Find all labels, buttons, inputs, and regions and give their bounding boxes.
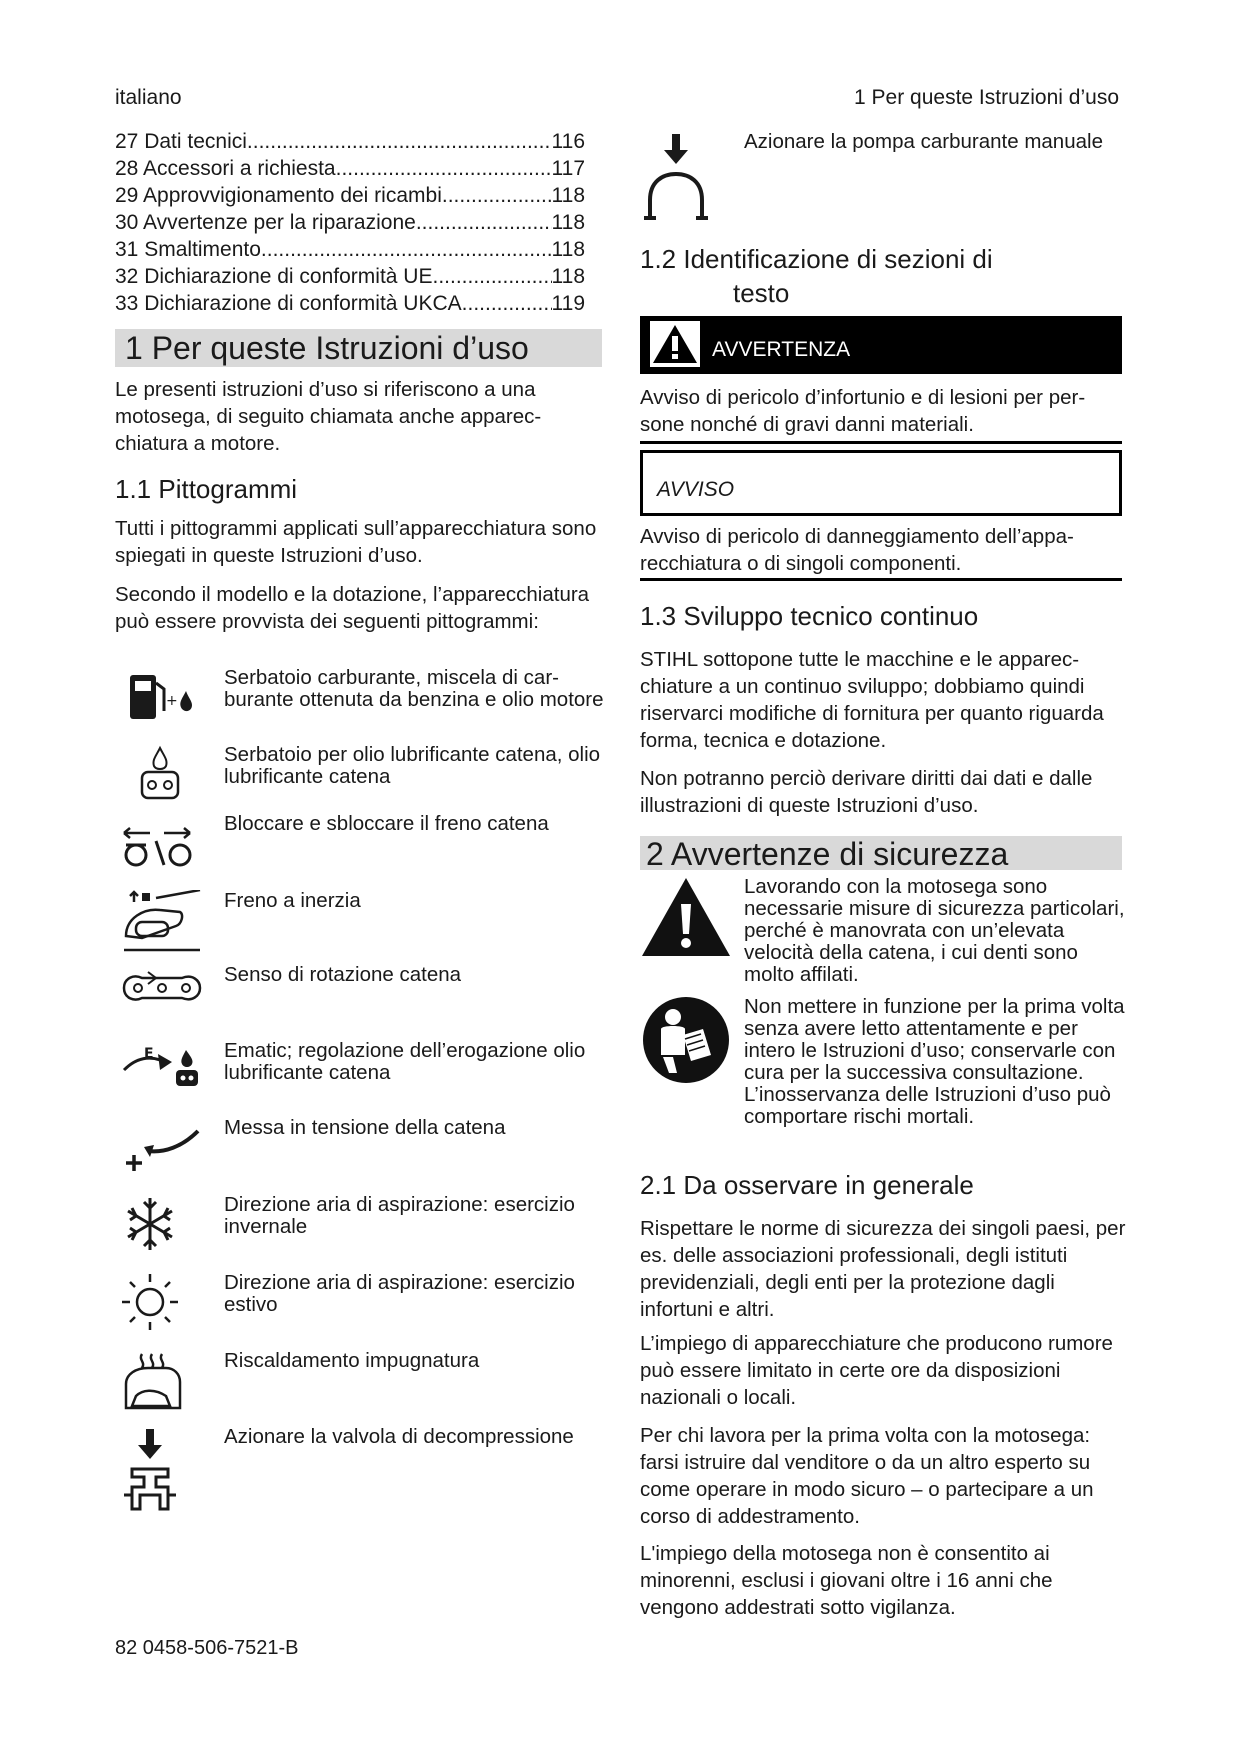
footer-doc-code: 82 0458-506-7521-B [115,1637,299,1659]
pittogrammi-para-1: Tutti i pittogrammi applicati sull’apparecchiatura sono spiegati in queste Istruzioni d’uso. [115,517,597,567]
toc-entry[interactable]: 32 Dichiarazione di conformità UE ..... 118 [115,263,585,290]
toc-entry[interactable]: 29 Approvvigionamento dei ricambi ..... 118 [115,182,585,209]
divider [640,578,1122,581]
symbol-row: E Ematic; regolazione dell’erogazione olio lubrificante catena [120,1040,600,1110]
generale-para-4: L'impiego della motosega non è consentito ai minorenni, esclusi i giovani oltre i 16 anni che vengono addestrati sotto vigilanza. [640,1542,1053,1619]
divider [640,441,1122,444]
warning-label: AVVERTENZA [712,338,851,361]
section-2-warning-text: Lavorando con la motosega sono necessarie misure di sicurezza particolari, perché è manovrata con un’elevata velocità della catena, i cui denti sono molto affilati. [744,875,1125,986]
generale-para-3: Per chi lavora per la prima volta con la motosega: farsi istruire dal venditore o da un altro esperto su come operare in modo sicuro – o partecipare a un corso di addestramento. [640,1424,1094,1528]
chain-tension-icon [120,1117,204,1177]
toc-entry[interactable]: 31 Smaltimento ..... 118 [115,236,585,263]
symbol-row: Serbatoio per olio lubrificante catena, olio lubrificante catena [120,744,600,814]
pittogrammi-para-2: Secondo il modello e la dotazione, l’apparecchiatura può essere provvista dei seguenti pittogrammi: [115,583,590,633]
sviluppo-heading: 1.3 Sviluppo tecnico continuo [640,601,979,631]
snowflake-icon [120,1194,204,1254]
fuel-tank-icon [120,667,200,727]
chain-rotation-icon [120,964,204,1018]
section-1-heading: 1 Per queste Istruzioni d’uso [115,329,602,367]
inertia-brake-icon [120,890,204,956]
toc-entry[interactable]: 27 Dati tecnici ..... 116 [115,128,585,155]
sun-icon [120,1272,204,1332]
symbol-row: Azionare la valvola di decompressione [120,1425,600,1517]
symbol-row: Bloccare e sbloccare il freno catena [120,813,600,883]
svg-text:+: + [166,693,178,709]
warning-bar [640,316,1122,374]
section-2-manual-text: Non mettere in funzione per la prima volta senza avere letto attentamente e per intero le Istruzioni d’uso; conservarle con cura per la successiva consultazione. L’inosservanza delle Istruzioni d’uso può comportare rischi mortali. [744,995,1125,1128]
notice-box [640,450,1122,516]
symbol-row: + Serbatoio carburante, miscela di carburante ottenuta da benzina e olio motore [120,667,600,737]
symbol-row: Senso di rotazione catena [120,964,600,1034]
generale-para-1: Rispettare le norme di sicurezza dei singoli paesi, per es. delle associazioni professionali, degli istituti previdenziali, degli enti per la protezione dagli infortuni e altri. [640,1217,1126,1321]
oil-tank-icon [120,744,200,804]
pittogrammi-heading: 1.1 Pittogrammi [115,474,298,504]
toc-entry[interactable]: 33 Dichiarazione di conformità UKCA ..... 119 [115,290,585,317]
warning-sign-icon [640,876,732,958]
ematic-icon [120,1040,204,1096]
fuel-pump-icon [640,130,712,226]
sviluppo-para-2: Non potranno perciò derivare diritti dai dati e dalle illustrazioni di queste Istruzioni d’uso. [640,767,1093,817]
warning-text: Avviso di pericolo d’infortunio e di lesioni per persone nonché di gravi danni materiali. [640,386,1086,436]
read-manual-icon [641,995,731,1085]
identificazione-heading-line-1: 1.2 Identificazione di sezioni di [640,244,993,274]
toc-entry[interactable]: 28 Accessori a richiesta ..... 117 [115,155,585,182]
symbol-row: Direzione aria di aspirazione: esercizio estivo [120,1272,600,1342]
notice-label: AVVISO [657,478,735,501]
generale-heading: 2.1 Da osservare in generale [640,1170,974,1200]
sviluppo-para-1: STIHL sottopone tutte le macchine e le apparecchiature a un continuo sviluppo; dobbiamo quindi riservarci modifiche di fornitura per quanto riguarda forma, tecnica e dotazione. [640,648,1104,752]
symbol-row: Messa in tensione della catena [120,1117,600,1187]
fuel-pump-text: Azionare la pompa carburante manuale [744,130,1103,153]
section-2-heading: 2 Avvertenze di sicurezza [640,836,1122,870]
symbol-row: Freno a inerzia [120,890,600,960]
generale-para-2: L’impiego di apparecchiature che producono rumore può essere limitato in certe ore da disposizioni nazionali o locali. [640,1332,1113,1409]
header-language: italiano [115,86,182,109]
symbol-row: Direzione aria di aspirazione: esercizio invernale [120,1194,600,1264]
handle-heating-icon [120,1350,204,1414]
identificazione-heading-line-2: testo [733,278,790,308]
svg-text:E: E [144,1046,154,1062]
section-1-intro: Le presenti istruzioni d’uso si riferiscono a una motosega, di seguito chiamata anche apparecchiatura a motore. [115,378,542,455]
chain-brake-icon [120,813,200,873]
decompression-valve-icon [120,1425,204,1517]
toc-entry[interactable]: 30 Avvertenze per la riparazione ..... 118 [115,209,585,236]
warning-triangle-icon [650,321,700,367]
notice-text: Avviso di pericolo di danneggiamento dell’apparecchiatura o di singoli componenti. [640,525,1074,575]
header-section: 1 Per queste Istruzioni d’uso [854,86,1119,109]
symbol-row: Riscaldamento impugnatura [120,1350,600,1420]
table-of-contents [115,128,585,317]
